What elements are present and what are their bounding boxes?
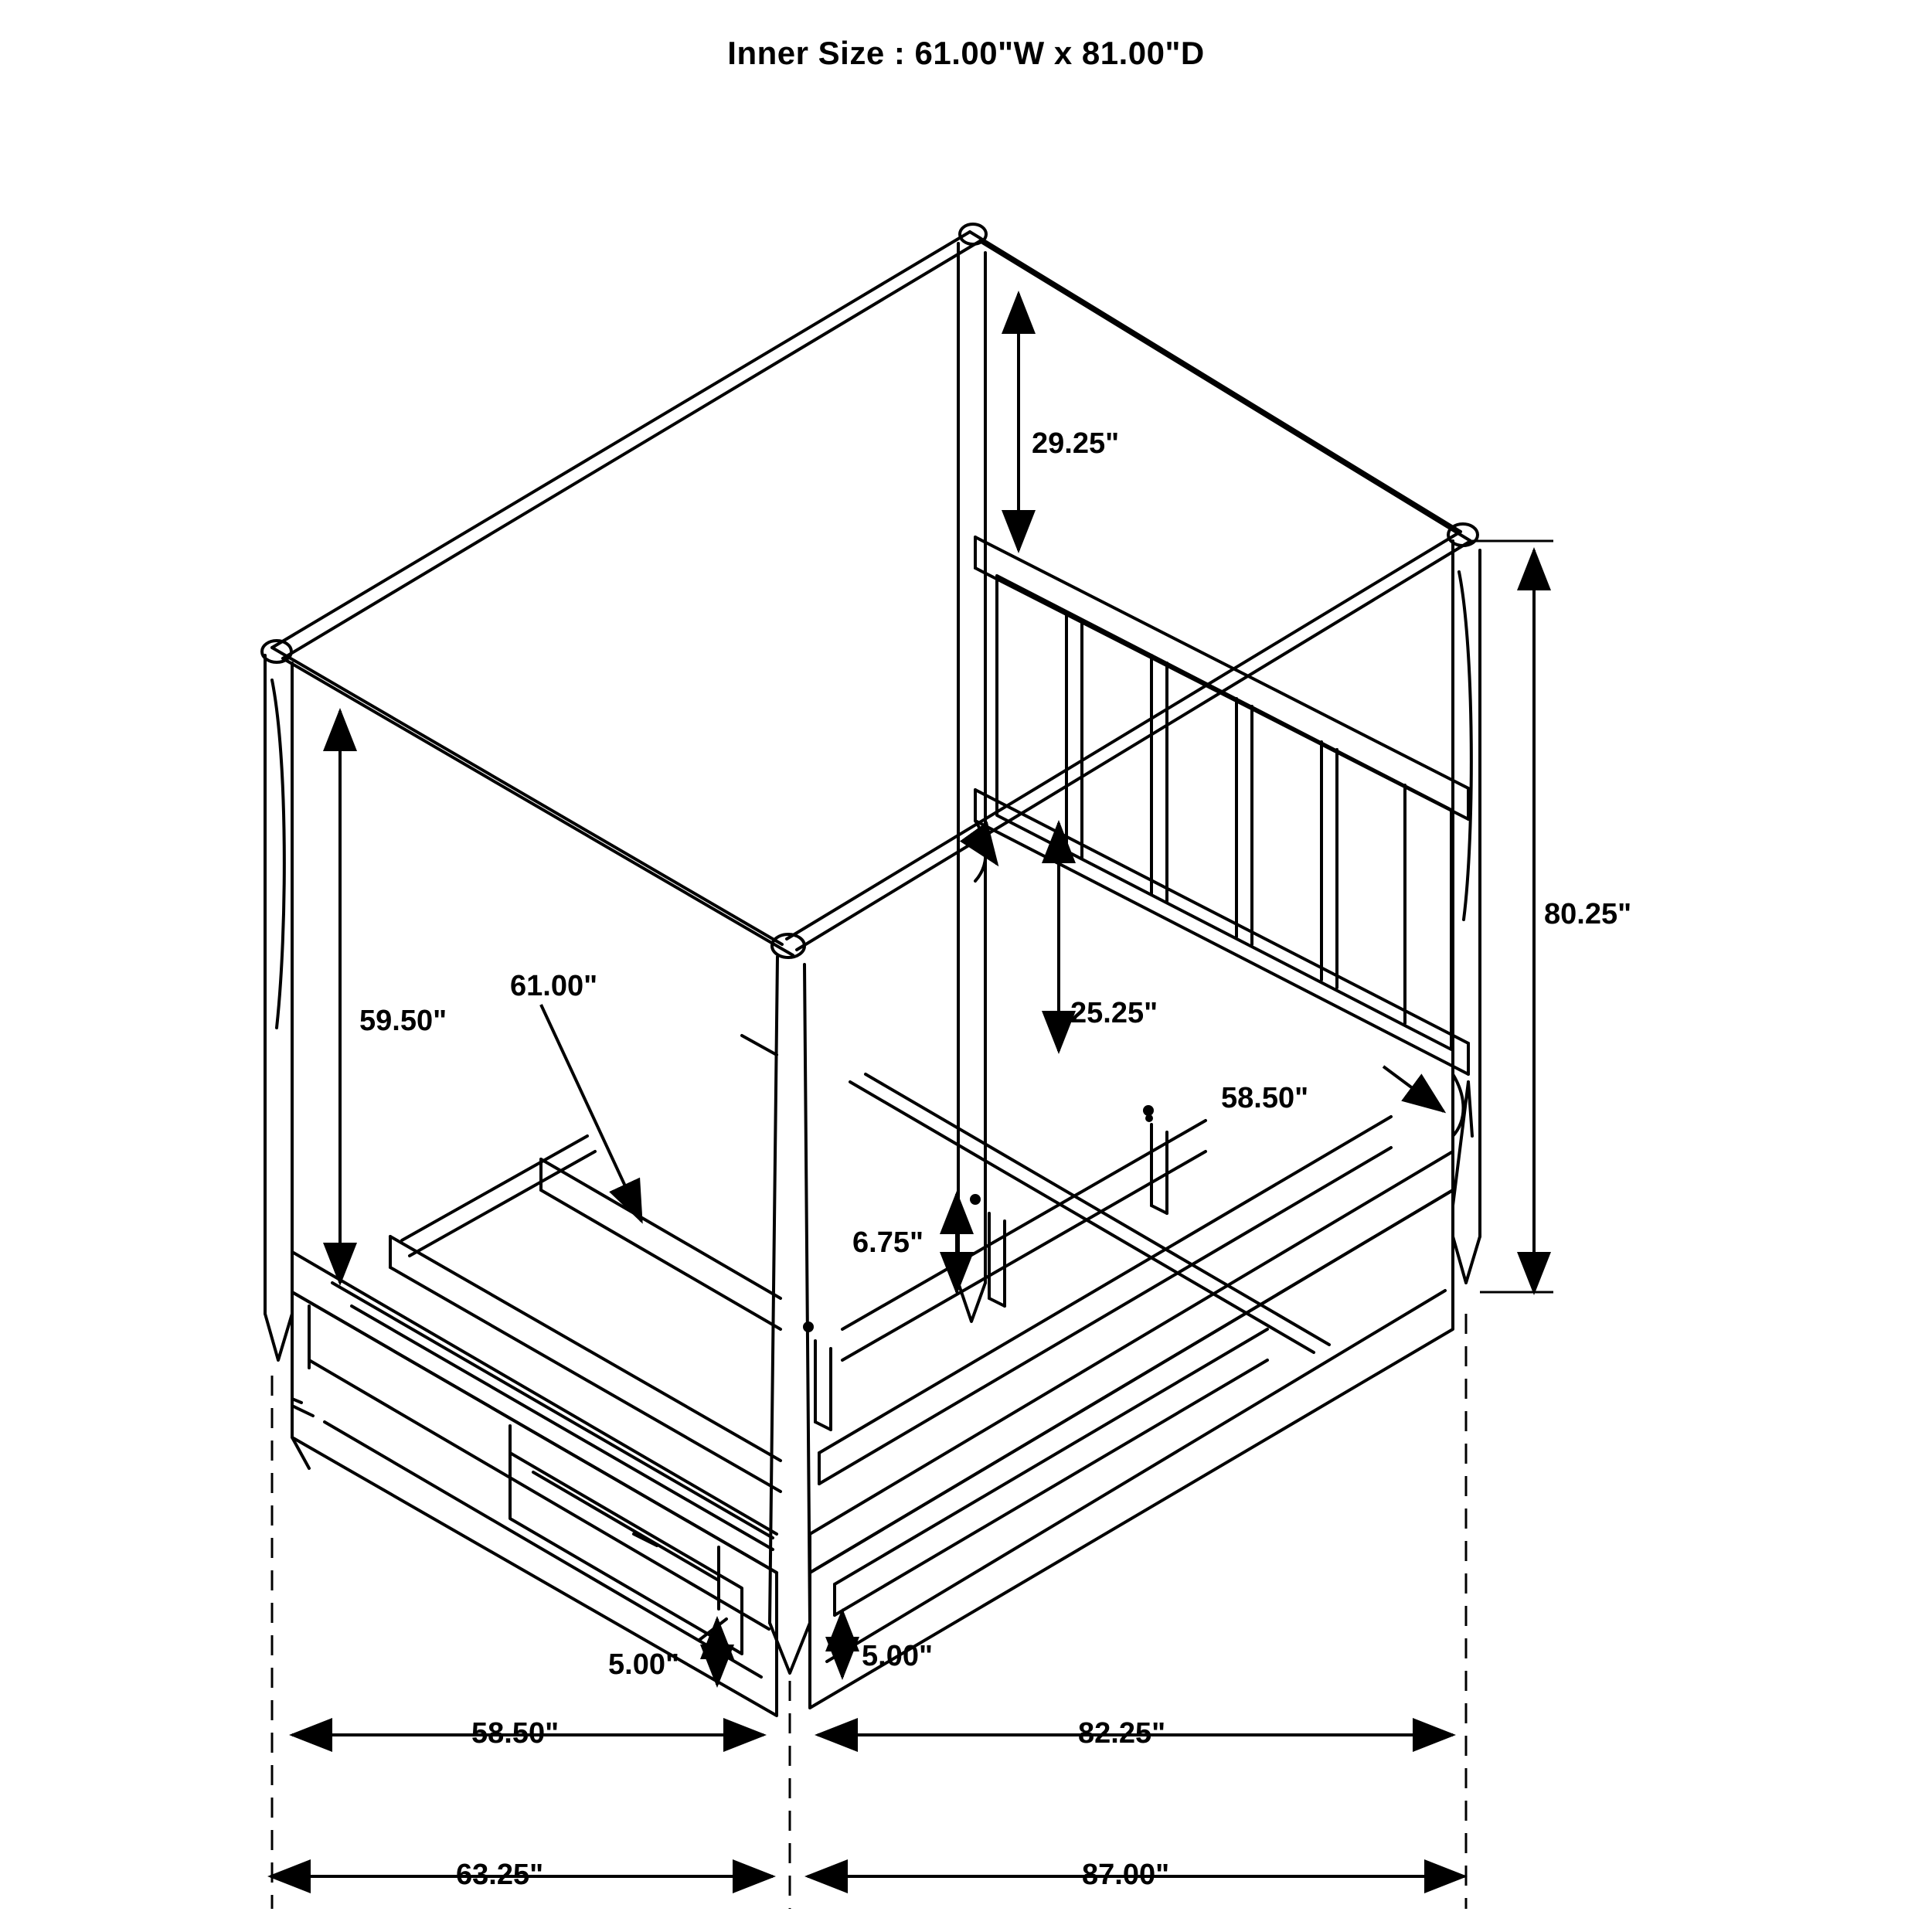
dimension-label-footprint-depth-inner: 82.25" [1078, 1717, 1166, 1750]
dimension-label-footboard-clearance-left: 5.00" [608, 1648, 679, 1681]
dimension-label-footprint-width-inner: 58.50" [471, 1717, 560, 1750]
dimension-label-footprint-width-outer: 63.25" [456, 1859, 544, 1891]
dimension-label-footboard-clearance-right: 5.00" [862, 1640, 933, 1672]
dimension-label-headboard-width: 58.50" [1221, 1082, 1309, 1114]
dimension-label-post-to-rail-height: 59.50" [359, 1005, 447, 1037]
page-title: Inner Size : 61.00"W x 81.00"D [727, 35, 1205, 71]
dimension-label-footprint-depth-outer: 87.00" [1082, 1859, 1170, 1891]
dimension-label-canopy-post-top-height: 29.25" [1032, 427, 1120, 460]
dimension-label-overall-height: 80.25" [1544, 898, 1632, 930]
dimension-label-headboard-height: 25.25" [1070, 997, 1158, 1029]
dimension-label-inner-width-callout: 61.00" [510, 970, 598, 1002]
dimension-label-slat-leg-height: 6.75" [852, 1226, 923, 1259]
